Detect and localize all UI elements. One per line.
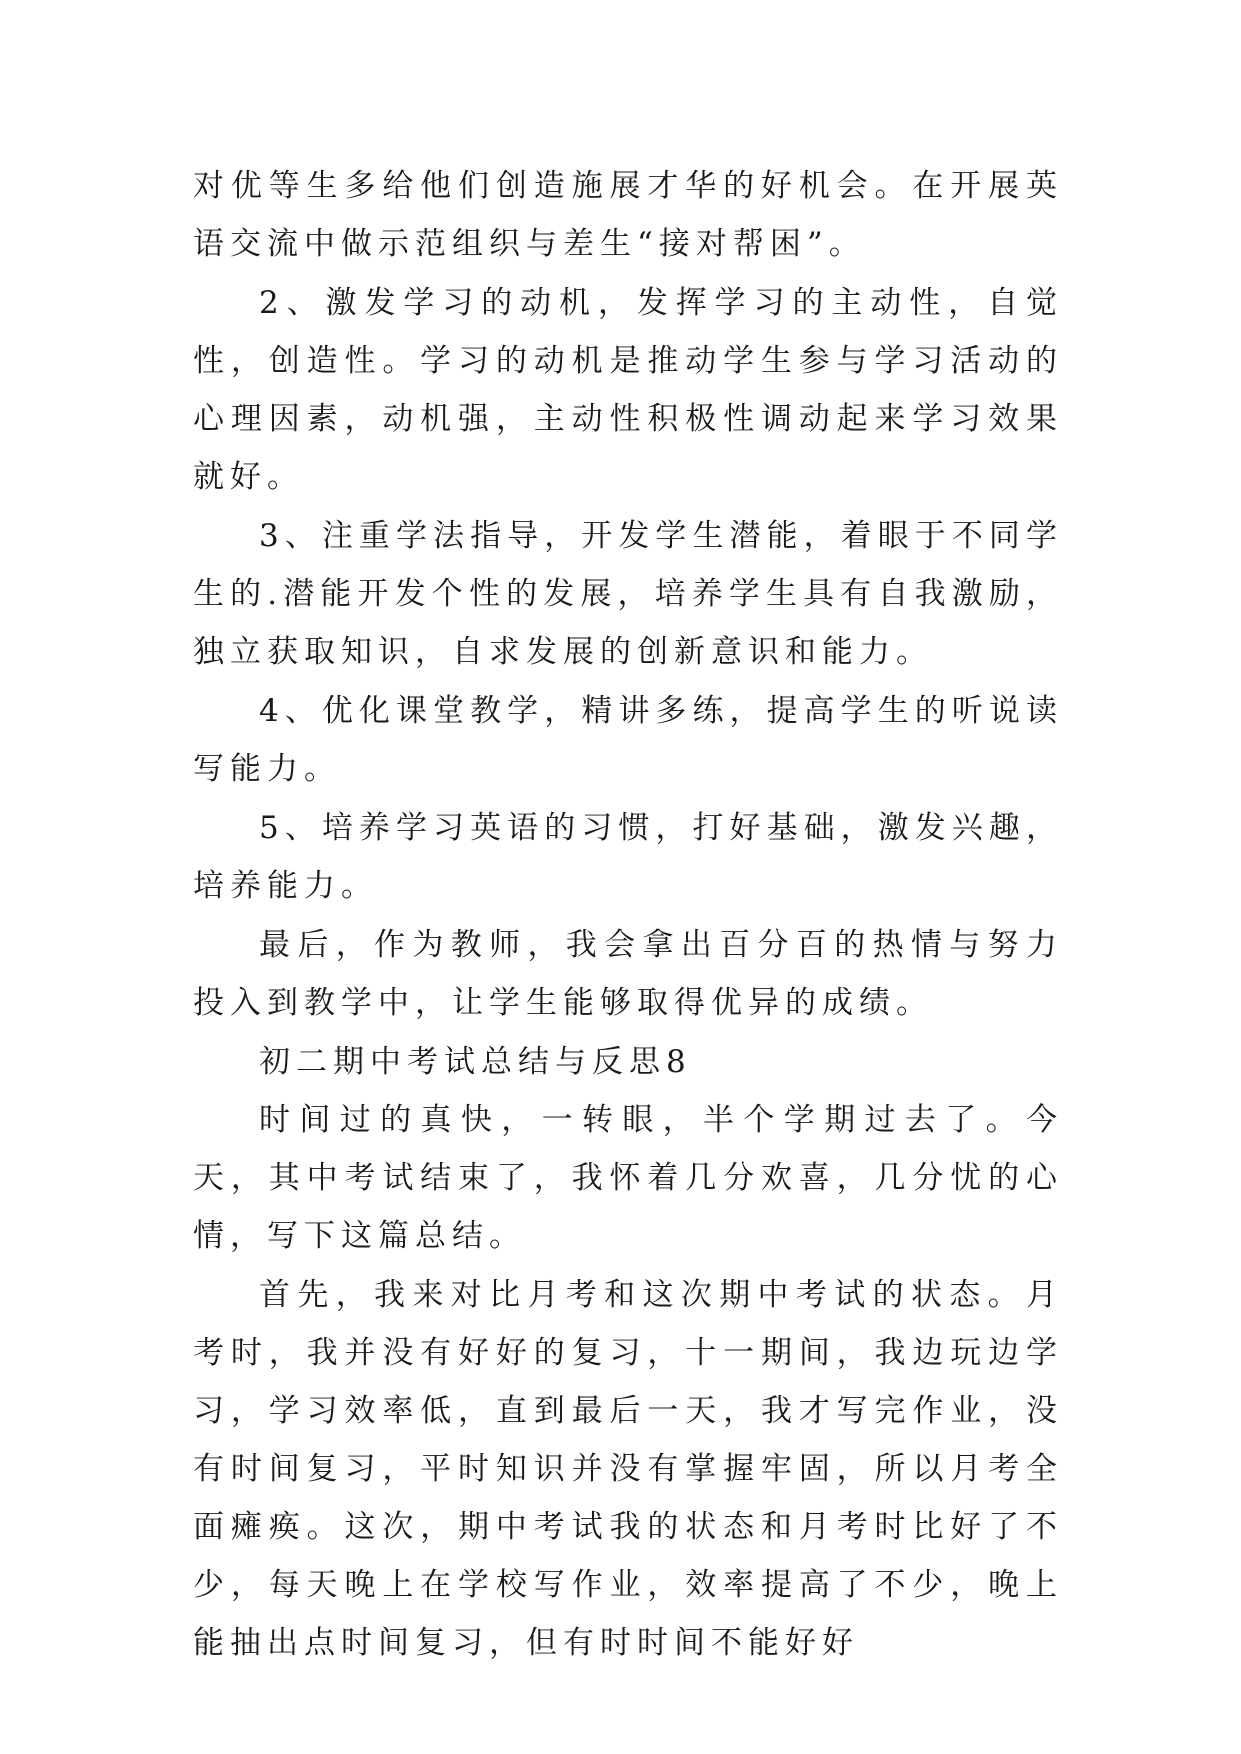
paragraph-item-2: 2、激发学习的动机，发挥学习的主动性，自觉性，创造性。学习的动机是推动学生参与学习活动的心理因素，动机强，主动性积极性调动起来学习效果就好。 xyxy=(193,285,1063,495)
paragraph-item-3: 3、注重学法指导，开发学生潜能，着眼于不同学生的.潜能开发个性的发展，培养学生具有自我激励，独立获取知识，自求发展的创新意识和能力。 xyxy=(193,518,1063,670)
paragraph-comparison: 首先，我来对比月考和这次期中考试的状态。月考时，我并没有好好的复习，十一期间，我边玩边学习，学习效率低，直到最后一天，我才写完作业，没有时间复习，平时知识并没有掌握牢固，所以月考全面瘫痪。这次，期中考试我的状态和月考时比好了不少，每天晚上在学校写作业，效率提高了不少，晚上能抽出点时间复习，但有时时间不能好好 xyxy=(193,1277,1063,1661)
paragraph-item-5: 5、培养学习英语的习惯，打好基础，激发兴趣，培养能力。 xyxy=(193,810,1063,904)
paragraph-intro: 时间过的真快，一转眼，半个学期过去了。今天，其中考试结束了，我怀着几分欢喜，几分忧的心情，写下这篇总结。 xyxy=(193,1102,1063,1254)
section-heading: 初二期中考试总结与反思8 xyxy=(259,1044,692,1080)
paragraph-continuation: 对优等生多给他们创造施展才华的好机会。在开展英语交流中做示范组织与差生“接对帮困”。 xyxy=(193,168,1063,262)
paragraph-item-4: 4、优化课堂教学，精讲多练，提高学生的听说读写能力。 xyxy=(193,693,1063,787)
paragraph-closing: 最后，作为教师，我会拿出百分百的热情与努力投入到教学中，让学生能够取得优异的成绩。 xyxy=(193,927,1063,1021)
document-body xyxy=(193,157,1063,1673)
